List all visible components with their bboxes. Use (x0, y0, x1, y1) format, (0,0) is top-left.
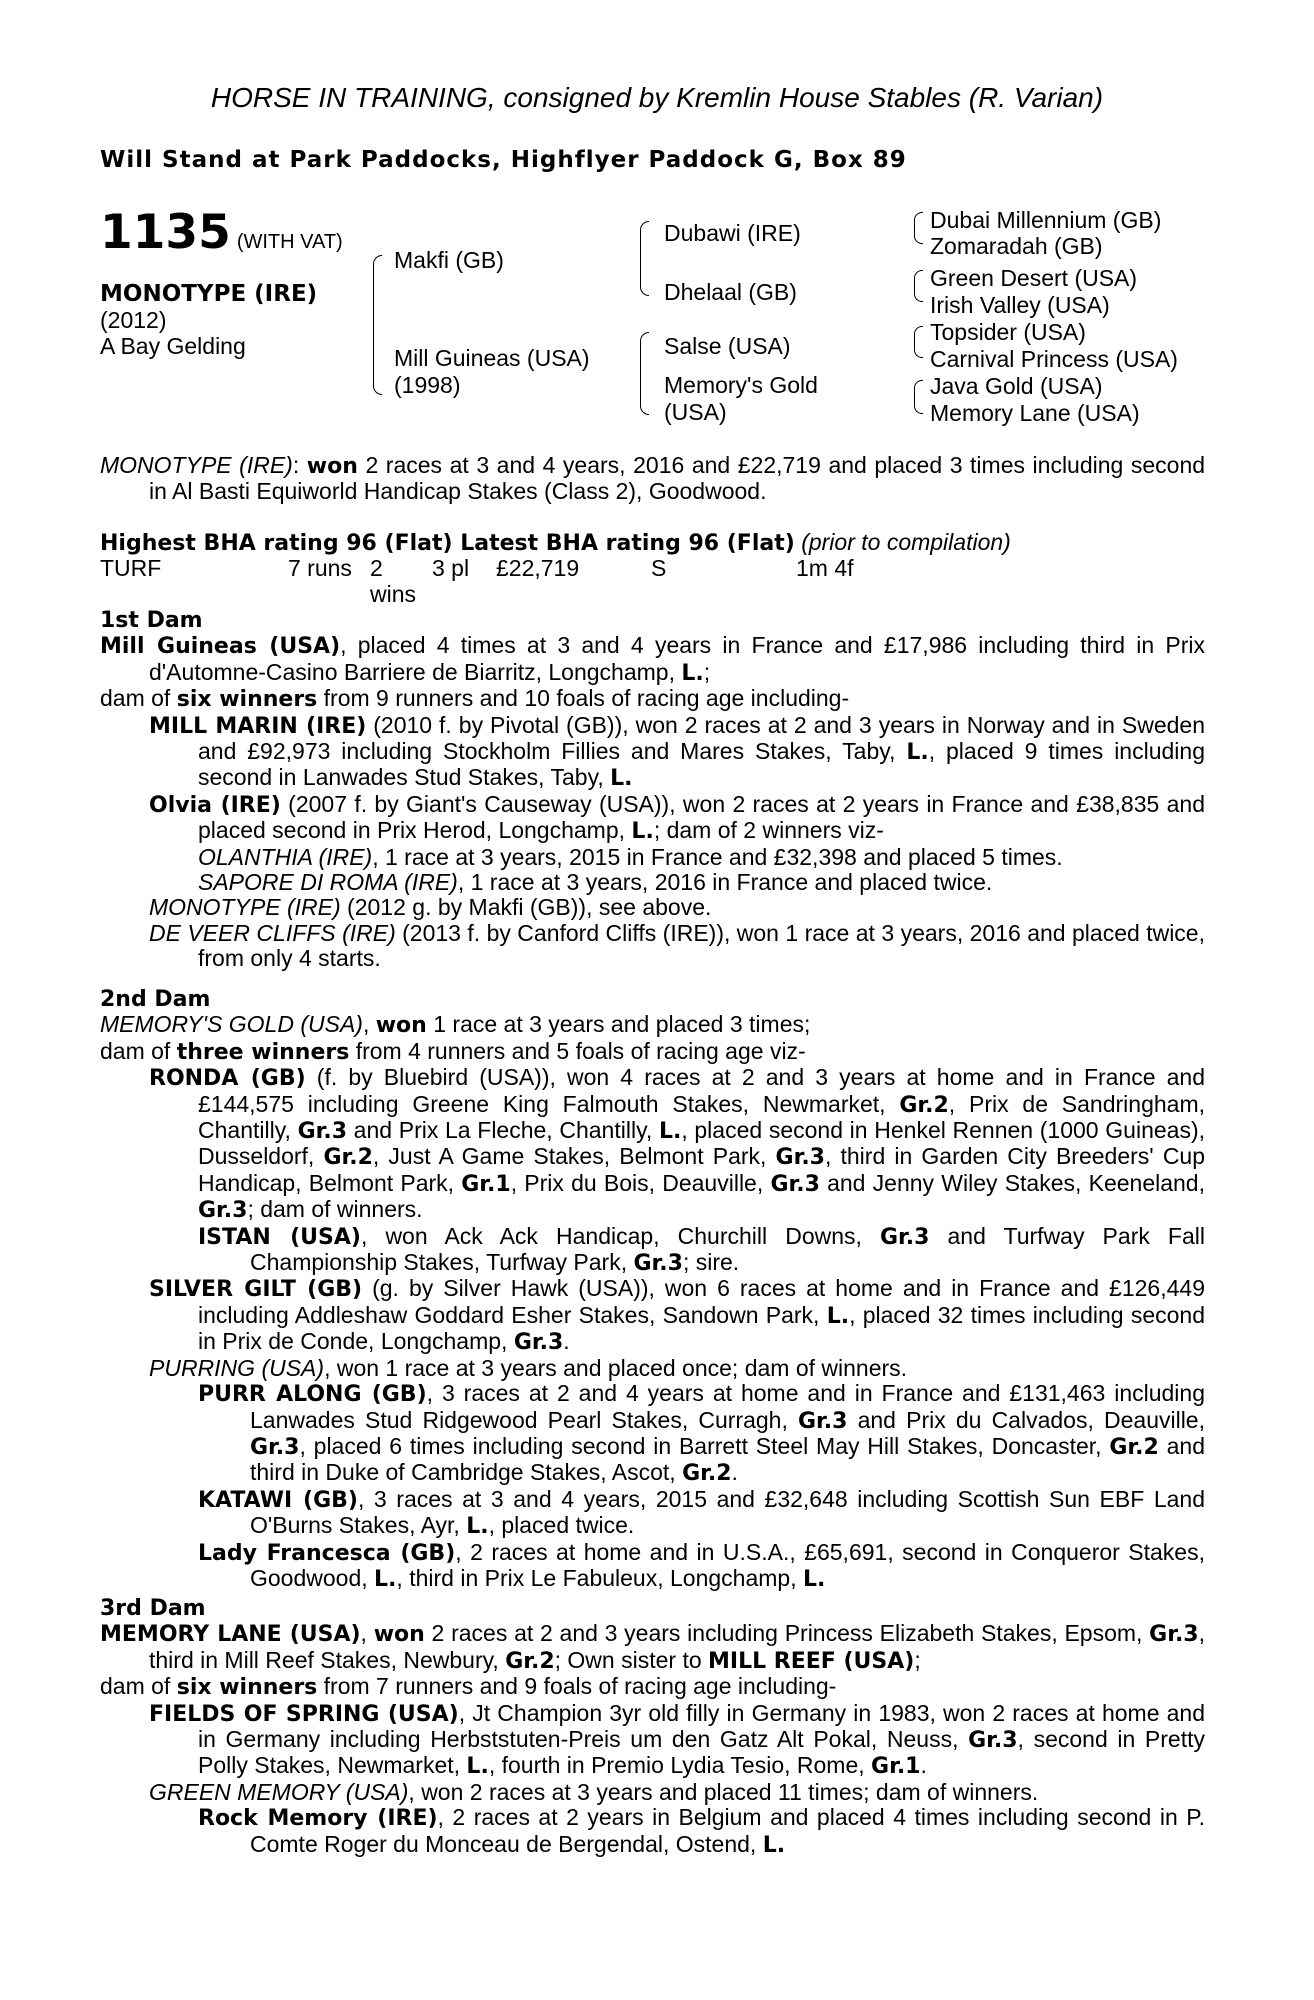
grade-mark: Gr.2 (1109, 1434, 1159, 1460)
grade-mark: Gr.1 (461, 1171, 511, 1197)
produce-text: , placed 6 times including second in Barrett Steel May Hill Stakes, Doncaster, (299, 1432, 1110, 1459)
produce-text: (2012 g. by Makfi (GB)), see above. (340, 894, 712, 921)
produce-name: SILVER GILT (GB) (149, 1277, 363, 1303)
produce-lady-francesca (100, 1540, 1205, 1593)
sire-sire: Dubawi (IRE) (664, 220, 801, 246)
produce-name: Olvia (IRE) (149, 792, 281, 818)
produce-text: (2010 f. by Pivotal (GB)), won 2 races at 2 and 3 years in Norway and in Sweden and £92,973 including Stockholm Fillies and Mares Stakes, Taby, (198, 711, 1205, 765)
produce-text: and Prix La Fleche, Chantilly, (347, 1117, 659, 1144)
rating-note: (prior to compilation) (801, 529, 1011, 555)
grade-mark: Gr.3 (633, 1251, 683, 1277)
produce-katawi (100, 1487, 1205, 1540)
sire-dam: Dhelaal (GB) (664, 279, 797, 305)
pedigree-brace-sd (914, 270, 923, 302)
produce-text: , Just A Game Stakes, Belmont Park, (372, 1143, 776, 1170)
produce-text: ; dam of winners. (247, 1196, 423, 1223)
produce-rock-memory (100, 1805, 1205, 1858)
grade-mark: Gr.3 (798, 1408, 848, 1434)
grade-mark: Gr.2 (323, 1145, 373, 1171)
produce-text: , 2 races at home and in U.S.A., £65,691, second in Conqueror Stakes, Goodwood, (250, 1538, 1205, 1591)
foaling-year: (2012) (100, 307, 167, 333)
dam-year: (1998) (394, 372, 461, 398)
won-mark: won (373, 1622, 425, 1648)
produce-monotype (100, 895, 1205, 920)
produce-name: KATAWI (GB) (198, 1487, 358, 1513)
listed-mark: L. (631, 819, 654, 845)
stand-location: Will Stand at Park Paddocks, Highflyer Paddock G, Box 89 (100, 147, 907, 173)
sdd-name: Irish Valley (USA) (930, 292, 1110, 318)
produce-text: , Prix de Sandringham, Chantilly, (198, 1090, 1205, 1144)
grade-mark: Gr.2 (682, 1461, 732, 1487)
listed-mark: L. (906, 740, 929, 766)
produce-text: , 3 races at 2 and 4 years at home and in France and £131,463 including Lanwades Stud Ridgewood Pearl Stakes, Curragh, (250, 1380, 1206, 1433)
produce-text: ; dam of 2 winners viz- (653, 817, 884, 844)
rating-block (100, 530, 1205, 607)
third-dam-heading: 3rd Dam (100, 1596, 206, 1621)
produce-name: SAPORE DI ROMA (IRE) (198, 869, 458, 896)
grade-mark: Gr.3 (1149, 1622, 1199, 1648)
first-dam-paragraph (100, 633, 1205, 686)
third-dam-section (100, 1596, 1205, 1858)
grade-mark: Gr.3 (250, 1434, 300, 1460)
dam-dam-country: (USA) (664, 399, 727, 425)
summary-won: won (306, 454, 358, 479)
grade-mark: Gr.2 (505, 1648, 555, 1674)
produce-name: ISTAN (USA) (198, 1224, 361, 1250)
turf-label: TURF (100, 555, 162, 582)
dds-name: Java Gold (USA) (930, 373, 1103, 399)
produce-text: , won 2 races at 3 years and placed 11 times; dam of winners. (408, 1778, 1039, 1805)
dam-of: dam of (100, 1037, 177, 1064)
second-dam-section (100, 987, 1205, 1592)
turf-going: S (651, 555, 667, 582)
produce-purr-along (100, 1381, 1205, 1487)
summary-text-1: 2 races at 3 and 4 years, 2016 and £22,719 and placed 3 times (365, 452, 1025, 478)
produce-istan (100, 1224, 1205, 1277)
produce-text: , 2 races at 2 years in Belgium and placed 4 times including second in P. Comte Roger du Monceau de Bergendal, Ostend, (250, 1804, 1205, 1857)
listed-mark: L. (466, 1514, 489, 1540)
produce-text: , Jt Champion 3yr old filly in Germany in 1983, won 2 races at home and in Germany including Herbststuten-Preis um den Gatz Alt Pokal, Neuss, (198, 1699, 1206, 1753)
produce-olanthia (100, 845, 1205, 870)
listed-mark: L. (610, 766, 633, 792)
turf-earnings: £22,719 (496, 555, 580, 582)
summary-text-2: including second in Al Basti Equiworld Handicap Stakes (Class 2), Goodwood. (149, 452, 1206, 505)
produce-purring (100, 1356, 1205, 1381)
pedigree-brace-ds (914, 326, 923, 358)
listed-mark: L. (762, 1832, 786, 1858)
summary-paragraph: MONOTYPE (IRE): won 2 races at 3 and 4 years, 2016 and £22,719 and placed 3 times including second in Al Basti Equiworld Handicap Stakes (Class 2), Goodwood. (100, 452, 1206, 505)
produce-name: MONOTYPE (IRE) (149, 894, 341, 921)
grade-mark: Gr.2 (899, 1092, 949, 1118)
third-dam-text: ; Own sister to (554, 1646, 709, 1673)
produce-text: (g. by Silver Hawk (USA)), won 6 races at home and in France and £126,449 including Addleshaw Goddard Esher Stakes, Sandown Park, (198, 1275, 1205, 1328)
produce-text: , won 1 race at 3 years and placed once; dam of winners. (324, 1354, 908, 1381)
third-dam-produce-intro (100, 1674, 1205, 1700)
produce-intro: from 7 runners and 9 foals of racing age including- (317, 1673, 837, 1700)
first-dam-text: , placed 4 times at 3 and 4 years in France and £17,986 including third in Prix d'Automne-Casino Barriere de Biarritz, Longchamp, (149, 632, 1205, 685)
dam-of: dam of (100, 685, 177, 712)
second-dam-paragraph: MEMORY'S GOLD (USA), won 1 race at 3 years and placed 3 times; (100, 1011, 811, 1039)
bha-rating: Highest BHA rating 96 (Flat) Latest BHA rating 96 (Flat) (100, 531, 795, 556)
produce-name: PURRING (USA) (149, 1354, 325, 1381)
produce-fields-of-spring (100, 1701, 1205, 1780)
produce-text: , third in Prix Le Fabuleux, Longchamp, (396, 1564, 803, 1591)
listed-mark: L. (826, 1303, 850, 1329)
produce-text: ; sire. (682, 1249, 740, 1276)
produce-text: and third in Duke of Cambridge Stakes, Ascot, (250, 1432, 1205, 1486)
grade-mark: Gr.3 (879, 1224, 930, 1250)
first-dam-section (100, 608, 1205, 972)
produce-text: , placed twice. (488, 1512, 635, 1539)
pedigree-brace-sire (640, 221, 649, 296)
produce-green-memory (100, 1780, 1205, 1805)
produce-text: , Prix du Bois, Deauville, (510, 1169, 771, 1196)
first-dam-produce-intro (100, 686, 1205, 712)
listed-mark: L. (802, 1566, 826, 1592)
winners-count: six winners (176, 1675, 318, 1701)
produce-text: , 3 races at 3 and 4 years, 2015 and £32,648 including Scottish Sun EBF Land O'Burns Stakes, Ayr, (250, 1485, 1206, 1539)
produce-de-veer (100, 921, 1205, 972)
summary-horse-name: MONOTYPE (IRE) (100, 452, 293, 478)
produce-name: MILL MARIN (IRE) (149, 713, 367, 739)
dsd-name: Carnival Princess (USA) (930, 346, 1178, 372)
produce-text: and Jenny Wiley Stakes, Keeneland, (819, 1169, 1205, 1196)
sibling-name: MILL REEF (USA) (708, 1648, 915, 1674)
punct: . (920, 1752, 927, 1779)
produce-text: (2007 f. by Giant's Causeway (USA)), won 2 races at 2 years in France and £38,835 and placed second in Prix Herod, Longchamp, (198, 790, 1205, 844)
punct: . (731, 1459, 738, 1486)
produce-text: , 1 race at 3 years, 2015 in France and £32,398 and placed 5 times. (372, 843, 1063, 870)
punct: ; (703, 658, 711, 685)
produce-name: RONDA (GB) (149, 1066, 306, 1092)
second-dam-heading: 2nd Dam (100, 987, 211, 1012)
second-dam-produce-intro (100, 1039, 1205, 1065)
first-dam-heading: 1st Dam (100, 608, 203, 633)
dam-name: Mill Guineas (USA) (394, 345, 590, 371)
dss-name: Topsider (USA) (930, 319, 1086, 345)
grade-mark: Gr.3 (198, 1198, 248, 1224)
grade-mark: Gr.3 (513, 1330, 564, 1356)
punct: ; (914, 1646, 921, 1673)
turf-record (100, 556, 1205, 607)
second-dam-name: MEMORY'S GOLD (USA) (100, 1011, 363, 1038)
horse-name: MONOTYPE (IRE) (100, 281, 318, 307)
listed-mark: L. (466, 1754, 489, 1780)
produce-name: GREEN MEMORY (USA) (149, 1778, 409, 1805)
produce-name: PURR ALONG (GB) (198, 1382, 427, 1408)
produce-text: , placed 9 times including second in Lanwades Stud Stakes, Taby, (198, 738, 1205, 791)
pedigree-brace-dam (640, 332, 649, 415)
produce-intro: from 4 runners and 5 foals of racing age viz- (349, 1037, 806, 1064)
produce-text: , placed 32 times including second in Prix de Conde, Longchamp, (198, 1301, 1205, 1355)
ssd-name: Zomaradah (GB) (930, 233, 1103, 259)
dam-sire: Salse (USA) (664, 333, 791, 359)
punct: . (563, 1328, 570, 1355)
produce-sapore (100, 870, 1205, 895)
first-dam-name: Mill Guineas (USA) (100, 634, 341, 660)
produce-silver-gilt (100, 1276, 1205, 1355)
produce-text: and Prix du Calvados, Deauville, (847, 1406, 1205, 1433)
produce-name: FIELDS OF SPRING (USA) (149, 1701, 459, 1727)
third-dam-name: MEMORY LANE (USA) (100, 1622, 361, 1648)
third-dam-text: , third in Mill Reef Stakes, Newbury, (149, 1620, 1205, 1673)
race-summary (100, 453, 1205, 505)
grade-mark: Gr.3 (968, 1728, 1018, 1754)
produce-intro: from 9 runners and 10 foals of racing age including- (317, 685, 850, 712)
produce-text: , won Ack Ack Handicap, Churchill Downs, (360, 1222, 880, 1249)
produce-text: , third in Garden City Breeders' Cup Handicap, Belmont Park, (198, 1143, 1206, 1196)
produce-mill-marin (100, 713, 1205, 792)
dam-dam: Memory's Gold (664, 372, 818, 398)
listed-mark: L. (681, 660, 704, 686)
winners-count: six winners (176, 687, 318, 713)
produce-name: OLANTHIA (IRE) (198, 843, 373, 870)
lot-number: 1135 (100, 205, 231, 260)
grade-mark: Gr.3 (297, 1119, 347, 1145)
produce-text: (2013 f. by Canford Cliffs (IRE)), won 1 race at 3 years, 2016 and placed twice, from only 4 starts. (198, 919, 1205, 972)
grade-mark: Gr.1 (871, 1754, 921, 1780)
pedigree-brace-ss (914, 212, 923, 244)
produce-name: Rock Memory (IRE) (198, 1806, 438, 1832)
listed-mark: L. (374, 1566, 397, 1592)
ddd-name: Memory Lane (USA) (930, 400, 1140, 426)
produce-name: Lady Francesca (GB) (198, 1540, 456, 1566)
produce-text: (f. by Bluebird (USA)), won 4 races at 2 and 3 years at home and in France and £144,575 including Greene King Falmouth Stakes, Newmarket, (198, 1064, 1206, 1117)
third-dam-paragraph: MEMORY LANE (USA), won 2 races at 2 and 3 years including Princess Elizabeth Stakes, Epsom, Gr.3, third in Mill Reef Stakes, Newbury, Gr.2; Own sister to MILL REEF (USA); (100, 1620, 1205, 1674)
produce-text: , second in Pretty Polly Stakes, Newmarket, (198, 1726, 1205, 1779)
turf-runs: 7 runs (288, 555, 352, 582)
consignor-heading: HORSE IN TRAINING, consigned by Kremlin House Stables (R. Varian) (210, 82, 1104, 113)
turf-wins: 2 wins (370, 555, 417, 607)
turf-distance: 1m 4f (796, 555, 854, 582)
turf-placed: 3 pl (432, 555, 470, 582)
produce-text: and Turfway Park Fall Championship Stakes, Turfway Park, (250, 1222, 1205, 1276)
produce-olvia (100, 792, 1205, 845)
grade-mark: Gr.3 (775, 1145, 825, 1171)
rating-line (100, 530, 1205, 556)
won-mark: won (375, 1013, 427, 1039)
produce-text: , placed second in Henkel Rennen (1000 Guineas), Dusseldorf, (198, 1117, 1205, 1170)
horse-description: A Bay Gelding (100, 333, 246, 359)
vat-note: (WITH VAT) (236, 231, 343, 253)
produce-ronda (100, 1065, 1205, 1223)
pedigree-brace-main (373, 255, 382, 395)
grade-mark: Gr.3 (770, 1171, 820, 1197)
sire-name: Makfi (GB) (394, 247, 504, 273)
listed-mark: L. (658, 1119, 682, 1145)
third-dam-text: 2 races at 2 and 3 years including Princess Elizabeth Stakes, Epsom, (424, 1620, 1150, 1647)
produce-text: , fourth in Premio Lydia Tesio, Rome, (488, 1752, 872, 1779)
pedigree-brace-dd (914, 380, 923, 414)
sss-name: Dubai Millennium (GB) (930, 207, 1162, 233)
dam-of: dam of (100, 1673, 177, 1700)
second-dam-text: 1 race at 3 years and placed 3 times; (426, 1011, 811, 1038)
sds-name: Green Desert (USA) (930, 265, 1138, 291)
lot-number-line (100, 207, 343, 259)
produce-text: , 1 race at 3 years, 2016 in France and placed twice. (457, 869, 993, 896)
produce-name: DE VEER CLIFFS (IRE) (149, 919, 396, 946)
winners-count: three winners (176, 1039, 350, 1065)
